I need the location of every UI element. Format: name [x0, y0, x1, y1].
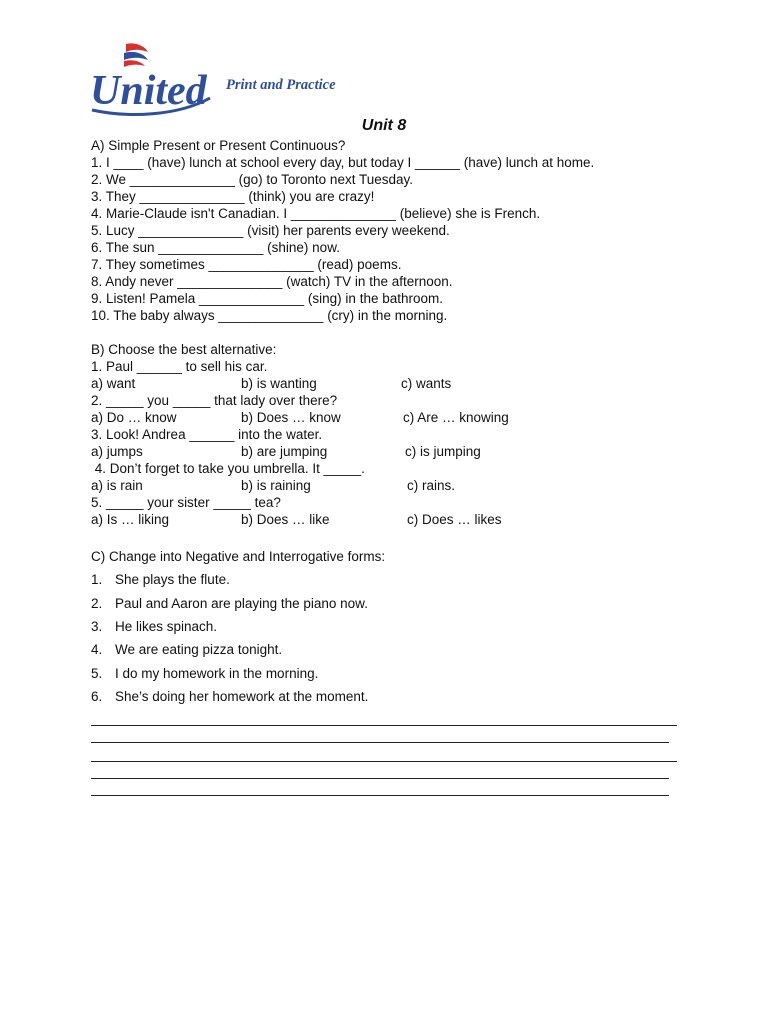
option-b: b) Does … like	[241, 512, 330, 527]
logo-wordmark: United	[90, 68, 207, 114]
section-b-heading: B) Choose the best alternative:	[91, 342, 277, 357]
option-b: b) is raining	[241, 478, 311, 493]
section-b-question: 2. _____ you _____ that lady over there?	[91, 393, 338, 408]
section-c-item: I do my homework in the morning.	[115, 666, 319, 681]
option-c: c) wants	[401, 376, 452, 391]
section-a-item: 6. The sun ______________ (shine) now.	[91, 240, 340, 255]
flag-swoosh-icon	[88, 40, 228, 118]
section-a-item: 8. Andy never ______________ (watch) TV in the afternoon.	[91, 274, 453, 289]
section-a-item: 3. They ______________ (think) you are crazy!	[91, 189, 375, 204]
section-c-item-number: 2.	[91, 596, 103, 611]
answer-line[interactable]	[91, 795, 669, 796]
answer-line[interactable]	[91, 742, 669, 743]
answer-line[interactable]	[91, 778, 669, 779]
option-c: c) Does … likes	[407, 512, 502, 527]
section-c-item: She plays the flute.	[115, 572, 230, 587]
answer-line[interactable]	[91, 725, 677, 726]
answer-line[interactable]	[91, 761, 677, 762]
section-c-item: She’s doing her homework at the moment.	[115, 689, 369, 704]
section-a-item: 1. I ____ (have) lunch at school every day, but today I ______ (have) lunch at home.	[91, 155, 595, 170]
option-c: c) is jumping	[405, 444, 481, 459]
section-a-item: 2. We ______________ (go) to Toronto next Tuesday.	[91, 172, 413, 187]
section-c-item-number: 4.	[91, 642, 103, 657]
option-c: c) rains.	[407, 478, 456, 493]
option-b: b) are jumping	[241, 444, 328, 459]
section-c-item: We are eating pizza tonight.	[115, 642, 283, 657]
section-b-question: 4. Don’t forget to take you umbrella. It _____.	[91, 461, 365, 476]
section-a-item: 4. Marie-Claude isn't Canadian. I ______________ (believe) she is French.	[91, 206, 541, 221]
option-a: a) Is … liking	[91, 512, 170, 527]
united-logo	[88, 40, 388, 118]
section-a-item: 9. Listen! Pamela ______________ (sing) in the bathroom.	[91, 291, 443, 306]
section-c-item-number: 6.	[91, 689, 103, 704]
section-c-item: He likes spinach.	[115, 619, 218, 634]
option-a: a) want	[91, 376, 136, 391]
section-a-item: 7. They sometimes ______________ (read) poems.	[91, 257, 402, 272]
section-b-question: 3. Look! Andrea ______ into the water.	[91, 427, 323, 442]
section-c-item: Paul and Aaron are playing the piano now.	[115, 596, 368, 611]
section-c-item-number: 3.	[91, 619, 103, 634]
section-b-question: 5. _____ your sister _____ tea?	[91, 495, 281, 510]
section-c-item-number: 5.	[91, 666, 103, 681]
section-c-item-number: 1.	[91, 572, 103, 587]
section-a-heading: A) Simple Present or Present Continuous?	[91, 138, 346, 153]
option-c: c) Are … knowing	[403, 410, 509, 425]
option-a: a) jumps	[91, 444, 143, 459]
option-b: b) Does … know	[241, 410, 341, 425]
section-a-item: 5. Lucy ______________ (visit) her parents every weekend.	[91, 223, 450, 238]
page-title: Unit 8	[361, 117, 407, 134]
logo-tagline: Print and Practice	[226, 77, 336, 93]
section-a-item: 10. The baby always ______________ (cry) in the morning.	[91, 308, 448, 323]
option-b: b) is wanting	[241, 376, 317, 391]
option-a: a) Do … know	[91, 410, 177, 425]
section-c-heading: C) Change into Negative and Interrogative forms:	[91, 549, 386, 564]
option-a: a) is rain	[91, 478, 143, 493]
section-b-question: 1. Paul ______ to sell his car.	[91, 359, 268, 374]
